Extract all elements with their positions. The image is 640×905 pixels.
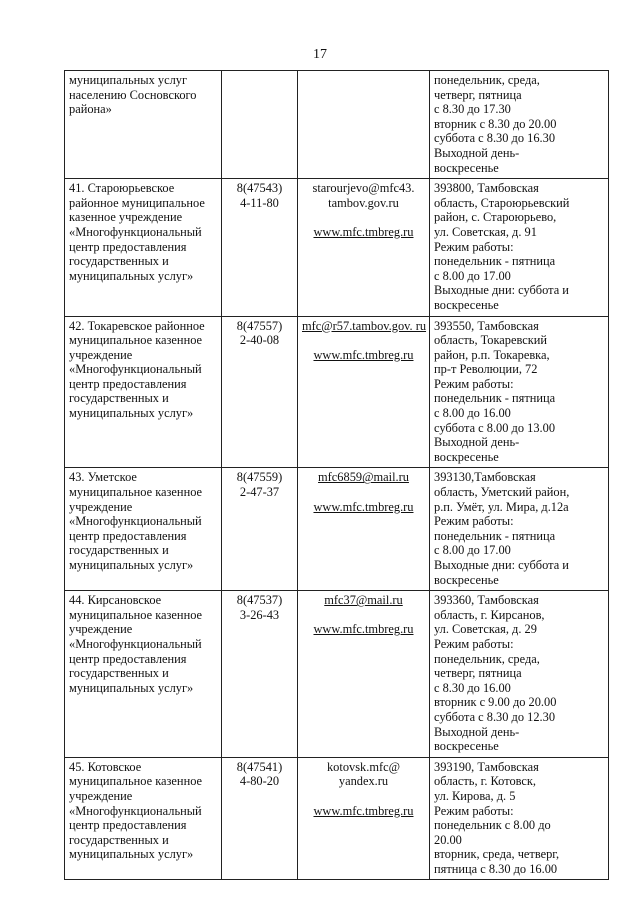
address-schedule-line: воскресенье xyxy=(434,572,499,587)
address-schedule-line: суббота с 8.00 до 13.00 xyxy=(434,420,556,435)
email-link[interactable]: mfc37@mail.ru xyxy=(324,593,403,608)
address-schedule-line: район, р.п. Токаревка, xyxy=(434,347,550,362)
address-schedule-line: вторник, среда, четверг, xyxy=(434,847,560,862)
phone-line: 8(47543) xyxy=(236,181,283,196)
website-link[interactable]: www.mfc.tmbreg.ru xyxy=(313,622,414,637)
address-schedule-line: 393800, Тамбовская xyxy=(434,181,539,196)
phone-line: 8(47537) xyxy=(236,593,283,608)
address-schedule-line: 393360, Тамбовская xyxy=(434,593,539,608)
organization-name-line: государственных и xyxy=(69,391,169,406)
table-body xyxy=(65,71,609,880)
email-link[interactable]: kotovsk.mfc@ xyxy=(326,759,400,774)
address-schedule-line: Выходные дни: суббота и xyxy=(434,558,569,572)
address-schedule-line: понедельник - пятница xyxy=(434,254,556,269)
address-schedule-line: р.п. Умёт, ул. Мира, д.12а xyxy=(434,499,569,514)
spacer xyxy=(302,608,425,623)
address-schedule-line: Выходной день- xyxy=(434,724,520,739)
organization-name-line: центр предоставления xyxy=(69,528,187,543)
organization-name-line: государственных и xyxy=(69,666,169,681)
contact-cell xyxy=(298,591,430,758)
organization-name-line: населению Сосновского xyxy=(69,87,197,102)
phone-cell xyxy=(222,71,298,179)
address-schedule-line: область, г. Котовск, xyxy=(434,774,537,789)
phone-cell xyxy=(222,316,298,468)
email-link[interactable]: mfc@r57.tambov.gov. ru xyxy=(302,318,427,333)
organization-name-line: казенное учреждение xyxy=(69,210,183,225)
table-row xyxy=(65,179,609,316)
spacer xyxy=(302,210,425,225)
address-schedule-line: понедельник - пятница xyxy=(434,528,556,543)
address-schedule-line: суббота с 8.30 до 12.30 xyxy=(434,709,556,724)
address-schedule-line: Режим работы: xyxy=(434,239,514,254)
table-row xyxy=(65,468,609,591)
website-link[interactable]: www.mfc.tmbreg.ru xyxy=(313,499,414,514)
organization-name-cell xyxy=(65,591,222,758)
address-schedule-line: ул. Советская, д. 29 xyxy=(434,622,537,637)
organization-name-line: муниципальных услуг» xyxy=(69,680,194,695)
address-schedule-line: область, Токаревский xyxy=(434,333,548,348)
address-schedule-cell xyxy=(430,757,609,880)
address-schedule-line: 393190, Тамбовская xyxy=(434,759,539,774)
organization-name-line: муниципальное казенное xyxy=(69,774,203,789)
organization-name-line: учреждение xyxy=(69,347,133,362)
organization-name-line: учреждение xyxy=(69,622,133,637)
address-schedule-line: четверг, пятница xyxy=(434,666,522,681)
organization-name-line: муниципальных услуг xyxy=(69,73,188,87)
address-schedule-line: Режим работы: xyxy=(434,636,514,651)
address-schedule-cell xyxy=(430,468,609,591)
table-row xyxy=(65,757,609,880)
organization-name-line: «Многофункциональный xyxy=(69,362,202,377)
address-schedule-line: Режим работы: xyxy=(434,803,514,818)
organization-name-line: учреждение xyxy=(69,788,133,803)
contact-cell xyxy=(298,757,430,880)
organization-name-line: 41. Староюрьевское xyxy=(69,181,175,196)
phone-cell xyxy=(222,468,298,591)
contact-cell xyxy=(298,71,430,179)
organization-name-line: «Многофункциональный xyxy=(69,803,202,818)
organization-name-line: муниципальное казенное xyxy=(69,607,203,622)
phone-line: 4-80-20 xyxy=(239,774,280,789)
contact-cell xyxy=(298,468,430,591)
address-schedule-line: Выходной день- xyxy=(434,145,520,160)
address-schedule-line: вторник с 8.30 до 20.00 xyxy=(434,116,557,131)
email-link[interactable]: starourjevo@mfc43. xyxy=(312,181,415,196)
organization-name-line: центр предоставления xyxy=(69,651,187,666)
address-schedule-line: четверг, пятница xyxy=(434,87,522,102)
organization-name-cell xyxy=(65,757,222,880)
organization-name-cell xyxy=(65,179,222,316)
email-link[interactable]: mfc6859@mail.ru xyxy=(318,470,409,485)
address-schedule-line: Выходной день- xyxy=(434,435,520,450)
organization-name-cell xyxy=(65,71,222,179)
address-schedule-line: пятница с 8.30 до 16.00 xyxy=(434,861,558,876)
organization-name-line: муниципальное казенное xyxy=(69,333,203,348)
address-schedule-line: вторник с 9.00 до 20.00 xyxy=(434,695,557,710)
address-schedule-line: понедельник с 8.00 до xyxy=(434,818,551,833)
phone-line: 8(47559) xyxy=(236,470,283,485)
address-schedule-line: суббота с 8.30 до 16.30 xyxy=(434,131,556,146)
organization-name-line: центр предоставления xyxy=(69,376,187,391)
address-schedule-line: 393130,Тамбовская xyxy=(434,470,536,485)
organization-name-line: «Многофункциональный xyxy=(69,224,202,239)
address-schedule-cell xyxy=(430,316,609,468)
organization-name-line: «Многофункциональный xyxy=(69,636,202,651)
address-schedule-line: воскресенье xyxy=(434,739,499,754)
website-link[interactable]: www.mfc.tmbreg.ru xyxy=(313,803,414,818)
address-schedule-line: понедельник, среда, xyxy=(434,651,540,666)
organization-name-line: муниципальных услуг» xyxy=(69,847,194,862)
address-schedule-line: район, с. Староюрьево, xyxy=(434,210,557,225)
organization-name-line: 43. Уметское xyxy=(69,470,137,485)
phone-line: 8(47557) xyxy=(236,318,283,333)
address-schedule-line: ул. Кирова, д. 5 xyxy=(434,788,516,803)
address-schedule-line: с 8.00 до 17.00 xyxy=(434,268,511,283)
phone-line: 2-47-37 xyxy=(239,485,280,500)
contact-cell xyxy=(298,179,430,316)
address-schedule-line: воскресенье xyxy=(434,160,499,175)
mfc-registry-table xyxy=(64,70,609,880)
phone-line: 4-11-80 xyxy=(240,195,279,210)
phone-cell xyxy=(222,179,298,316)
phone-cell xyxy=(222,757,298,880)
phone-cell xyxy=(222,591,298,758)
address-schedule-line: пр-т Революции, 72 xyxy=(434,362,538,377)
organization-name-line: муниципальное казенное xyxy=(69,485,203,500)
spacer xyxy=(302,789,425,804)
website-link[interactable]: www.mfc.tmbreg.ru xyxy=(313,224,414,239)
organization-name-line: районное муниципальное xyxy=(69,195,205,210)
organization-name-line: центр предоставления xyxy=(69,818,187,833)
table-row xyxy=(65,591,609,758)
phone-line: 2-40-08 xyxy=(239,333,280,348)
organization-name-line: муниципальных услуг» xyxy=(69,406,194,421)
contact-cell xyxy=(298,316,430,468)
organization-name-cell xyxy=(65,468,222,591)
organization-name-line: государственных и xyxy=(69,543,169,558)
address-schedule-cell xyxy=(430,591,609,758)
email-link[interactable]: yandex.ru xyxy=(338,774,389,789)
organization-name-line: муниципальных услуг» xyxy=(69,268,194,283)
organization-name-line: муниципальных услуг» xyxy=(69,558,194,572)
address-schedule-line: понедельник, среда, xyxy=(434,73,540,87)
address-schedule-line: с 8.00 до 17.00 xyxy=(434,543,511,558)
table-row xyxy=(65,71,609,179)
address-schedule-line: Режим работы: xyxy=(434,376,514,391)
organization-name-line: центр предоставления xyxy=(69,239,187,254)
organization-name-line: «Многофункциональный xyxy=(69,514,202,529)
address-schedule-line: Режим работы: xyxy=(434,514,514,529)
phone-line: 3-26-43 xyxy=(239,607,280,622)
organization-name-line: государственных и xyxy=(69,254,169,269)
page-number: 17 xyxy=(313,47,327,62)
organization-name-line: государственных и xyxy=(69,832,169,847)
address-schedule-cell xyxy=(430,71,609,179)
website-link[interactable]: www.mfc.tmbreg.ru xyxy=(313,347,414,362)
organization-name-line: учреждение xyxy=(69,499,133,514)
organization-name-line: 44. Кирсановское xyxy=(69,593,162,608)
email-link[interactable]: tambov.gov.ru xyxy=(328,195,399,210)
organization-name-line: района» xyxy=(69,102,112,117)
address-schedule-cell xyxy=(430,179,609,316)
organization-name-cell xyxy=(65,316,222,468)
address-schedule-line: область, г. Кирсанов, xyxy=(434,607,545,622)
address-schedule-line: 20.00 xyxy=(434,832,462,847)
address-schedule-line: область, Староюрьевский xyxy=(434,195,570,210)
address-schedule-line: воскресенье xyxy=(434,449,499,464)
spacer xyxy=(302,485,425,500)
address-schedule-line: Выходные дни: суббота и xyxy=(434,283,569,298)
organization-name-line: 42. Токаревское районное xyxy=(69,318,205,333)
address-schedule-line: воскресенье xyxy=(434,297,499,312)
spacer xyxy=(302,333,425,348)
address-schedule-line: ул. Советская, д. 91 xyxy=(434,224,537,239)
phone-line: 8(47541) xyxy=(236,759,283,774)
table-row xyxy=(65,316,609,468)
address-schedule-line: с 8.00 до 16.00 xyxy=(434,406,511,421)
organization-name-line: 45. Котовское xyxy=(69,759,142,774)
address-schedule-line: область, Уметский район, xyxy=(434,485,570,500)
address-schedule-line: с 8.30 до 17.30 xyxy=(434,102,511,117)
address-schedule-line: с 8.30 до 16.00 xyxy=(434,680,511,695)
address-schedule-line: понедельник - пятница xyxy=(434,391,556,406)
address-schedule-line: 393550, Тамбовская xyxy=(434,318,539,333)
